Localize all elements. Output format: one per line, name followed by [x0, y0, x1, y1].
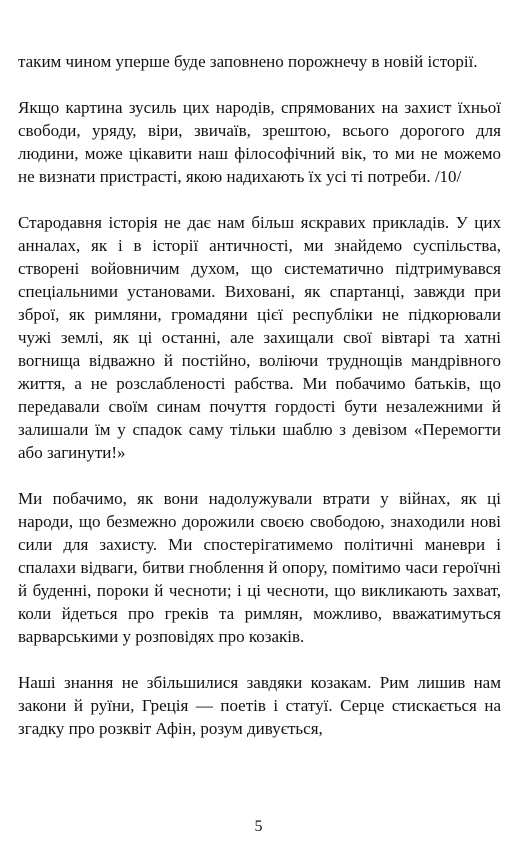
page-number: 5: [254, 818, 263, 835]
paragraph-gap: [18, 464, 501, 487]
paragraph-gap: [18, 648, 501, 671]
paragraph-gap: [18, 73, 501, 96]
paragraph-1: таким чином уперше буде заповнено порожнечу в новій історії.: [18, 52, 478, 71]
paragraph-3: Стародавня історія не дає нам більш яскравих прикладів. У цих анналах, як і в історії античності, ми знайдемо суспільства, створені войовничим духом, що систематично підтримувався спеціальними установами. Виховані, як спартанці, завжди при зброї, як римляни, громадяни цієї республіки не підкорювали чужі землі, як ці останні, але захищали свої вівтарі та хатні вогнища відважно й постійно, воліючи труднощів мандрівного життя, а не розслабленості рабства. Ми побачимо батьків, що передавали своїм синам почуття гордості бути незалежними й залишали їм у спадок саму тільки шаблю з девізом «Перемогти або загинути!»: [18, 213, 501, 462]
paragraph-5: Наші знання не збільшилися завдяки козакам. Рим лишив нам закони й руїни, Греція — поетів і статуї. Серце стискається на згадку про розквіт Афін, розум дивується,: [18, 673, 501, 738]
paragraph-2: Якщо картина зусиль цих народів, спрямованих на захист їхньої свободи, уряду, віри, звичаїв, зрештою, всього дорогого для людини, може цікавити наш філософічний вік, то ми не можемо не визнати пристрасті, якою надихають їх усі ті потреби. /10/: [18, 98, 501, 186]
paragraph-gap: [18, 188, 501, 211]
paragraph-4: Ми побачимо, як вони надолужували втрати у війнах, як ці народи, що безмежно дорожили своєю свободою, знаходили нові сили для захисту. Ми спостерігатимемо політичні маневри і спалахи відваги, битви гноблення й опору, помітимо часи героїчні й буденні, пороки й чесноти; і ці чесноти, що викликають захват, коли йдеться про греків та римлян, можливо, вважатимуться варварськими у розповідях про козаків.: [18, 489, 501, 646]
page-body: [18, 50, 501, 740]
